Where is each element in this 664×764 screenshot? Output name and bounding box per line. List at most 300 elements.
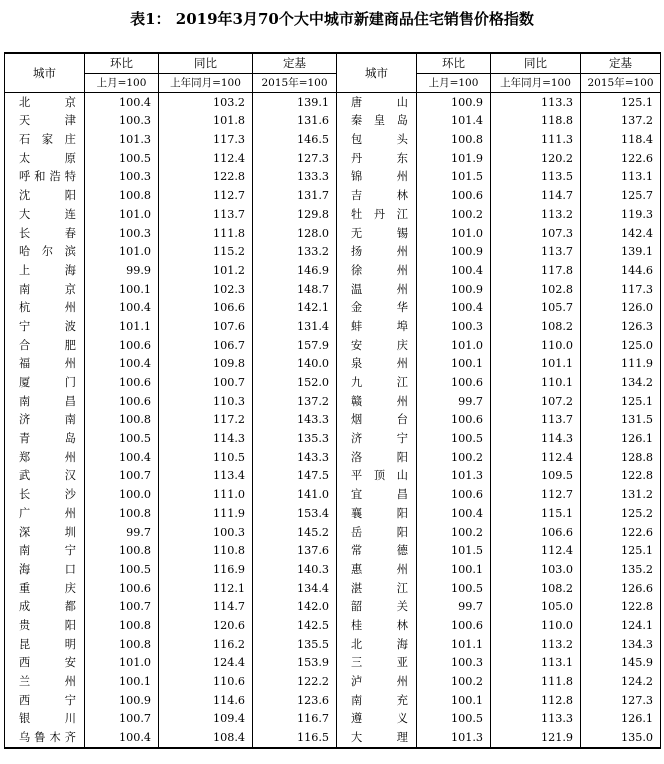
yoy-value: 110.1	[491, 374, 581, 393]
base-value: 145.9	[581, 654, 661, 673]
yoy-value: 107.6	[159, 318, 253, 337]
city-cell	[337, 374, 417, 393]
city-cell	[5, 355, 85, 374]
table-row	[5, 505, 661, 524]
base-value: 125.0	[581, 336, 661, 355]
base-value: 125.2	[581, 505, 661, 524]
table-row	[5, 355, 661, 374]
yoy-value: 101.8	[159, 112, 253, 131]
table-row	[5, 710, 661, 729]
city-cell	[337, 654, 417, 673]
yoy-value: 115.1	[491, 505, 581, 524]
yoy-value: 107.3	[491, 224, 581, 243]
yoy-value: 106.6	[159, 299, 253, 318]
city-cell	[5, 299, 85, 318]
base-value: 134.2	[581, 374, 661, 393]
base-value: 133.3	[253, 168, 337, 187]
mom-value: 100.6	[417, 486, 491, 505]
city-name: 大连	[19, 207, 76, 221]
city-cell	[5, 467, 85, 486]
base-value: 125.1	[581, 542, 661, 561]
city-name: 昆明	[19, 637, 76, 651]
table-row	[5, 430, 661, 449]
mom-value: 101.3	[85, 131, 159, 150]
mom-value: 100.6	[417, 617, 491, 636]
table-title: 表1： 2019年3月70个大中城市新建商品住宅销售价格指数	[130, 10, 534, 28]
base-value: 131.4	[253, 318, 337, 337]
mom-value: 100.1	[417, 561, 491, 580]
table-row	[5, 336, 661, 355]
mom-value: 100.8	[85, 542, 159, 561]
yoy-value: 113.7	[491, 411, 581, 430]
city-name: 太原	[19, 151, 76, 165]
city-cell	[337, 392, 417, 411]
city-cell	[5, 729, 85, 749]
yoy-value: 116.9	[159, 561, 253, 580]
city-name: 济宁	[351, 432, 408, 446]
yoy-value: 120.2	[491, 149, 581, 168]
city-name: 唐山	[351, 95, 408, 109]
city-cell	[5, 635, 85, 654]
yoy-header: 同比	[491, 53, 581, 73]
mom-value: 100.6	[417, 374, 491, 393]
table-row	[5, 411, 661, 430]
mom-value: 100.5	[85, 430, 159, 449]
city-cell	[337, 243, 417, 262]
city-cell	[337, 93, 417, 112]
yoy-value: 111.3	[491, 131, 581, 150]
base-value: 145.2	[253, 523, 337, 542]
city-name: 合肥	[19, 338, 76, 352]
yoy-value: 117.3	[159, 131, 253, 150]
city-name: 湛江	[351, 581, 408, 595]
city-name: 南京	[19, 282, 76, 296]
base-value: 118.4	[581, 131, 661, 150]
city-name: 贵阳	[19, 618, 76, 632]
city-name: 天津	[19, 114, 76, 128]
yoy-value: 122.8	[159, 168, 253, 187]
mom-value: 100.5	[85, 561, 159, 580]
yoy-value: 124.4	[159, 654, 253, 673]
base-value: 144.6	[581, 262, 661, 281]
base-value: 140.0	[253, 355, 337, 374]
base-value: 137.6	[253, 542, 337, 561]
base-value: 124.1	[581, 617, 661, 636]
mom-value: 101.0	[85, 206, 159, 225]
table-header	[5, 53, 661, 93]
base-value: 116.5	[253, 729, 337, 749]
yoy-value: 110.0	[491, 617, 581, 636]
mom-base-label: 上月=100	[85, 73, 159, 93]
table-row	[5, 262, 661, 281]
city-cell	[5, 710, 85, 729]
base-value: 146.5	[253, 131, 337, 150]
city-name: 常德	[351, 544, 408, 558]
base-value: 152.0	[253, 374, 337, 393]
fixed-base-label: 2015年=100	[253, 73, 337, 93]
table-row	[5, 93, 661, 112]
yoy-value: 114.3	[159, 430, 253, 449]
table-row	[5, 729, 661, 749]
city-name: 北京	[19, 95, 76, 109]
mom-value: 99.7	[417, 598, 491, 617]
yoy-value: 113.7	[491, 243, 581, 262]
yoy-value: 110.5	[159, 448, 253, 467]
yoy-value: 120.6	[159, 617, 253, 636]
yoy-value: 103.0	[491, 561, 581, 580]
base-value: 128.0	[253, 224, 337, 243]
base-value: 126.1	[581, 430, 661, 449]
city-name: 无锡	[351, 226, 408, 240]
city-cell	[5, 93, 85, 112]
city-name: 吉林	[351, 189, 408, 203]
base-value: 153.9	[253, 654, 337, 673]
yoy-value: 117.8	[491, 262, 581, 281]
table-row	[5, 131, 661, 150]
yoy-value: 112.4	[491, 448, 581, 467]
city-name: 长沙	[19, 488, 76, 502]
city-cell	[5, 112, 85, 131]
yoy-value: 108.2	[491, 318, 581, 337]
city-cell	[337, 149, 417, 168]
city-name: 西安	[19, 656, 76, 670]
city-name: 南昌	[19, 394, 76, 408]
city-cell	[5, 318, 85, 337]
base-value: 135.3	[253, 430, 337, 449]
mom-value: 100.3	[85, 224, 159, 243]
city-cell	[337, 710, 417, 729]
city-cell	[5, 523, 85, 542]
mom-value: 100.4	[417, 262, 491, 281]
city-name: 宁波	[19, 319, 76, 333]
table-row	[5, 243, 661, 262]
city-name: 襄阳	[351, 506, 408, 520]
mom-value: 99.7	[417, 392, 491, 411]
mom-value: 100.4	[417, 505, 491, 524]
city-cell	[337, 187, 417, 206]
city-cell	[5, 411, 85, 430]
city-cell	[5, 448, 85, 467]
yoy-value: 110.6	[159, 673, 253, 692]
table-row	[5, 224, 661, 243]
mom-value: 100.4	[417, 299, 491, 318]
mom-value: 101.5	[417, 168, 491, 187]
mom-value: 100.7	[85, 467, 159, 486]
city-cell	[5, 598, 85, 617]
city-cell	[337, 131, 417, 150]
city-name: 成都	[19, 600, 76, 614]
city-cell	[337, 224, 417, 243]
base-value: 157.9	[253, 336, 337, 355]
mom-header: 环比	[85, 53, 159, 73]
yoy-value: 113.4	[159, 467, 253, 486]
base-value: 139.1	[581, 243, 661, 262]
city-name: 厦门	[19, 376, 76, 390]
base-header: 定基	[581, 53, 661, 73]
yoy-base-label: 上年同月=100	[159, 73, 253, 93]
base-value: 153.4	[253, 505, 337, 524]
city-name: 西宁	[19, 693, 76, 707]
mom-base-label: 上月=100	[417, 73, 491, 93]
yoy-value: 113.5	[491, 168, 581, 187]
yoy-value: 114.6	[159, 691, 253, 710]
yoy-value: 110.3	[159, 392, 253, 411]
city-name: 金华	[351, 301, 408, 315]
mom-value: 100.8	[85, 617, 159, 636]
yoy-value: 109.8	[159, 355, 253, 374]
city-name: 海口	[19, 562, 76, 576]
city-name: 九江	[351, 376, 408, 390]
mom-value: 101.3	[417, 729, 491, 749]
mom-header: 环比	[417, 53, 491, 73]
yoy-value: 112.4	[491, 542, 581, 561]
table-row	[5, 691, 661, 710]
yoy-value: 109.5	[491, 467, 581, 486]
yoy-value: 118.8	[491, 112, 581, 131]
base-value: 131.2	[581, 486, 661, 505]
mom-value: 101.4	[417, 112, 491, 131]
city-cell	[5, 505, 85, 524]
yoy-base-label: 上年同月=100	[491, 73, 581, 93]
base-value: 126.1	[581, 710, 661, 729]
mom-value: 100.4	[85, 93, 159, 112]
base-value: 129.8	[253, 206, 337, 225]
yoy-value: 109.4	[159, 710, 253, 729]
table-row	[5, 318, 661, 337]
table-row	[5, 187, 661, 206]
mom-value: 100.9	[417, 243, 491, 262]
yoy-value: 115.2	[159, 243, 253, 262]
mom-value: 100.8	[85, 411, 159, 430]
city-column-header: 城市	[337, 53, 417, 93]
mom-value: 101.3	[417, 467, 491, 486]
mom-value: 101.9	[417, 149, 491, 168]
yoy-value: 106.7	[159, 336, 253, 355]
city-cell	[5, 673, 85, 692]
table-body	[5, 93, 661, 749]
city-name: 惠州	[351, 562, 408, 576]
yoy-value: 111.8	[159, 224, 253, 243]
city-name: 呼和浩特	[19, 170, 76, 184]
city-cell	[337, 729, 417, 749]
city-name: 扬州	[351, 245, 408, 259]
base-value: 122.6	[581, 523, 661, 542]
mom-value: 100.1	[417, 691, 491, 710]
mom-value: 101.5	[417, 542, 491, 561]
yoy-value: 112.1	[159, 579, 253, 598]
city-name: 大理	[351, 731, 408, 745]
mom-value: 101.0	[417, 336, 491, 355]
yoy-value: 112.4	[159, 149, 253, 168]
table-row	[5, 374, 661, 393]
mom-value: 101.1	[417, 635, 491, 654]
base-value: 119.3	[581, 206, 661, 225]
city-cell	[5, 430, 85, 449]
city-name: 北海	[351, 637, 408, 651]
base-value: 122.8	[581, 598, 661, 617]
base-value: 142.4	[581, 224, 661, 243]
city-cell	[337, 411, 417, 430]
base-value: 142.1	[253, 299, 337, 318]
base-value: 142.0	[253, 598, 337, 617]
mom-value: 100.6	[85, 336, 159, 355]
mom-value: 100.4	[85, 448, 159, 467]
base-value: 142.5	[253, 617, 337, 636]
city-name: 乌鲁木齐	[19, 731, 76, 745]
base-value: 131.5	[581, 411, 661, 430]
city-cell	[337, 561, 417, 580]
yoy-value: 108.4	[159, 729, 253, 749]
city-cell	[337, 280, 417, 299]
city-name: 南宁	[19, 544, 76, 558]
mom-value: 100.6	[417, 411, 491, 430]
city-name: 丹东	[351, 151, 408, 165]
yoy-value: 113.1	[491, 654, 581, 673]
yoy-value: 113.3	[491, 710, 581, 729]
base-value: 147.5	[253, 467, 337, 486]
yoy-value: 114.7	[159, 598, 253, 617]
city-name: 兰州	[19, 675, 76, 689]
city-cell	[5, 617, 85, 636]
yoy-value: 101.1	[491, 355, 581, 374]
base-value: 125.1	[581, 93, 661, 112]
city-cell	[5, 206, 85, 225]
city-name: 赣州	[351, 394, 408, 408]
mom-value: 100.8	[85, 187, 159, 206]
base-value: 140.3	[253, 561, 337, 580]
city-name: 青岛	[19, 432, 76, 446]
city-cell	[5, 336, 85, 355]
base-value: 111.9	[581, 355, 661, 374]
city-name: 泸州	[351, 675, 408, 689]
yoy-value: 100.7	[159, 374, 253, 393]
city-cell	[337, 691, 417, 710]
table-row	[5, 542, 661, 561]
city-name: 烟台	[351, 413, 408, 427]
city-name: 温州	[351, 282, 408, 296]
city-cell	[337, 467, 417, 486]
city-cell	[337, 168, 417, 187]
table-row	[5, 112, 661, 131]
yoy-value: 100.3	[159, 523, 253, 542]
base-value: 137.2	[253, 392, 337, 411]
city-cell	[5, 691, 85, 710]
mom-value: 100.4	[85, 355, 159, 374]
mom-value: 100.7	[85, 710, 159, 729]
city-name: 哈尔滨	[19, 245, 76, 259]
city-name: 福州	[19, 357, 76, 371]
city-name: 沈阳	[19, 189, 76, 203]
yoy-value: 101.2	[159, 262, 253, 281]
city-cell	[5, 131, 85, 150]
city-name: 桂林	[351, 618, 408, 632]
base-value: 135.2	[581, 561, 661, 580]
yoy-value: 107.2	[491, 392, 581, 411]
city-name: 徐州	[351, 263, 408, 277]
city-name: 武汉	[19, 469, 76, 483]
base-value: 134.4	[253, 579, 337, 598]
table-row	[5, 617, 661, 636]
city-name: 安庆	[351, 338, 408, 352]
city-cell	[5, 561, 85, 580]
mom-value: 100.5	[417, 579, 491, 598]
city-cell	[337, 542, 417, 561]
mom-value: 100.2	[417, 673, 491, 692]
table-row	[5, 654, 661, 673]
city-cell	[337, 355, 417, 374]
mom-value: 100.3	[85, 112, 159, 131]
yoy-value: 113.2	[491, 206, 581, 225]
base-value: 139.1	[253, 93, 337, 112]
base-value: 148.7	[253, 280, 337, 299]
base-value: 126.0	[581, 299, 661, 318]
mom-value: 100.1	[85, 280, 159, 299]
base-value: 127.3	[581, 691, 661, 710]
city-cell	[5, 187, 85, 206]
mom-value: 100.5	[417, 710, 491, 729]
mom-value: 100.5	[85, 149, 159, 168]
mom-value: 100.2	[417, 448, 491, 467]
mom-value: 100.4	[85, 299, 159, 318]
base-value: 125.1	[581, 392, 661, 411]
mom-value: 100.5	[417, 430, 491, 449]
city-cell	[5, 243, 85, 262]
city-cell	[5, 392, 85, 411]
mom-value: 100.8	[85, 505, 159, 524]
base-value: 143.3	[253, 411, 337, 430]
city-name: 银川	[19, 712, 76, 726]
mom-value: 101.0	[85, 243, 159, 262]
base-value: 131.7	[253, 187, 337, 206]
yoy-value: 112.8	[491, 691, 581, 710]
yoy-value: 106.6	[491, 523, 581, 542]
price-index-table	[4, 52, 661, 749]
base-value: 122.6	[581, 149, 661, 168]
table-row	[5, 299, 661, 318]
city-cell	[337, 299, 417, 318]
base-value: 131.6	[253, 112, 337, 131]
city-cell	[5, 542, 85, 561]
table-row	[5, 561, 661, 580]
city-name: 上海	[19, 263, 76, 277]
yoy-value: 112.7	[491, 486, 581, 505]
city-name: 广州	[19, 506, 76, 520]
base-value: 143.3	[253, 448, 337, 467]
city-cell	[337, 206, 417, 225]
base-value: 126.3	[581, 318, 661, 337]
city-name: 深圳	[19, 525, 76, 539]
city-cell	[337, 448, 417, 467]
mom-value: 101.0	[417, 224, 491, 243]
city-cell	[5, 579, 85, 598]
city-cell	[337, 579, 417, 598]
mom-value: 100.8	[85, 635, 159, 654]
mom-value: 100.3	[85, 168, 159, 187]
yoy-value: 110.0	[491, 336, 581, 355]
city-cell	[337, 505, 417, 524]
yoy-value: 116.2	[159, 635, 253, 654]
city-name: 岳阳	[351, 525, 408, 539]
city-name: 蚌埠	[351, 319, 408, 333]
city-cell	[337, 486, 417, 505]
mom-value: 100.8	[417, 131, 491, 150]
base-value: 137.2	[581, 112, 661, 131]
base-value: 117.3	[581, 280, 661, 299]
base-value: 125.7	[581, 187, 661, 206]
yoy-value: 102.8	[491, 280, 581, 299]
yoy-value: 113.7	[159, 206, 253, 225]
yoy-value: 105.0	[491, 598, 581, 617]
